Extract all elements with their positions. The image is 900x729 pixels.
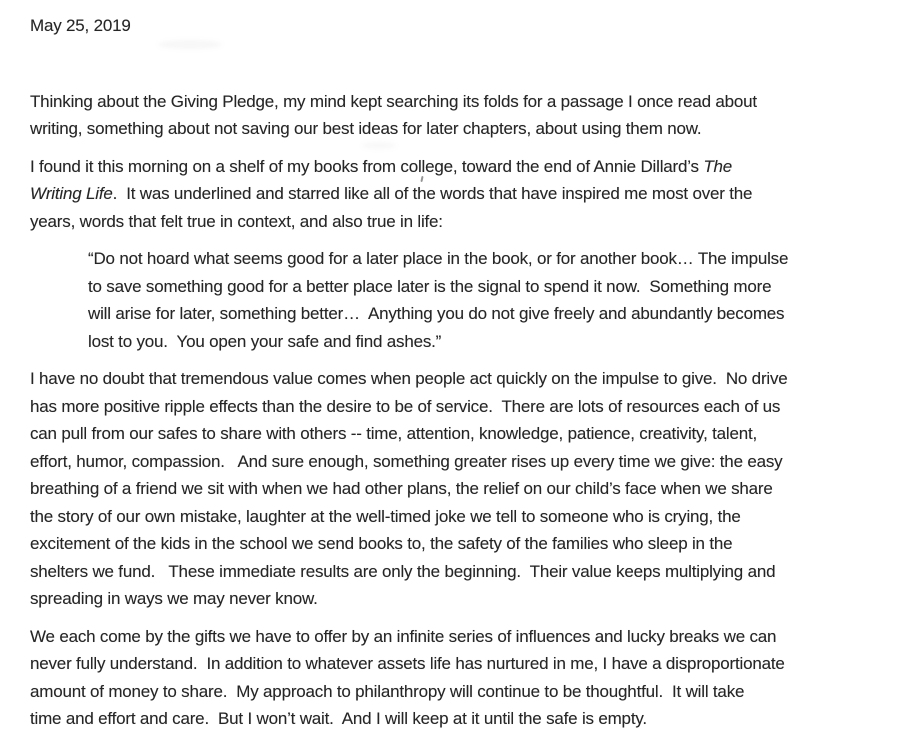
text-line: We each come by the gifts we have to offer by an infinite series of influences and lucky breaks we can (30, 626, 777, 646)
scan-artifact (158, 40, 222, 49)
text-line: “Do not hoard what seems good for a later place in the book, or for another book… The impulse (88, 249, 789, 268)
letter-date: May 25, 2019 (30, 16, 131, 35)
text-line: breathing of a friend we sit with when we had other plans, the relief on our child’s face when we share (30, 479, 773, 498)
text-line: the story of our own mistake, laughter at the well-timed joke we tell to someone who is crying, the (30, 506, 741, 526)
quote-block (88, 245, 854, 355)
letter-body (30, 88, 870, 729)
text-line: writing, something about not saving our best ideas for later chapters, about using them now. (30, 119, 702, 138)
text-line: excitement of the kids in the school we send books to, the safety of the families who sleep in the (30, 534, 733, 553)
paragraph-4 (30, 365, 870, 613)
text-line: has more positive ripple effects than the desire to be of service. There are lots of resources each of us (30, 396, 781, 416)
text-line: spreading in ways we may never know. (30, 589, 318, 608)
text-line: lost to you. You open your safe and find ashes.” (88, 331, 442, 351)
text-line: never fully understand. In addition to whatever assets life has nurtured in me, I have a disproportionate (30, 654, 785, 673)
text-line: Writing Life. It was underlined and starred like all of the words that have inspired me most over the (30, 184, 753, 203)
text-line: time and effort and care. But I won’t wait. And I will keep at it until the safe is empty. (30, 709, 647, 728)
text-line: effort, humor, compassion. And sure enough, something greater rises up every time we give: the easy (30, 451, 783, 471)
text-line: to save something good for a better place later is the signal to spend it now. Something more (88, 276, 772, 296)
paragraph-5 (30, 623, 870, 729)
text-line: amount of money to share. My approach to philanthropy will continue to be thoughtful. It will take (30, 681, 745, 701)
paragraph-2 (30, 153, 870, 236)
text-line: shelters we fund. These immediate results are only the beginning. Their value keeps multiplying and (30, 561, 776, 581)
text-line: will arise for later, something better… Anything you do not give freely and abundantly becomes (88, 304, 785, 323)
paragraph-1 (30, 88, 870, 143)
text-line: I have no doubt that tremendous value comes when people act quickly on the impulse to give. No drive (30, 369, 788, 388)
text-line: years, words that felt true in context, and also true in life: (30, 211, 443, 231)
text-line: I found it this morning on a shelf of my books from college, toward the end of Annie Dillard’s The (30, 156, 733, 176)
text-line: Thinking about the Giving Pledge, my mind kept searching its folds for a passage I once read about (30, 91, 757, 111)
text-line: can pull from our safes to share with others -- time, attention, knowledge, patience, creativity, talent, (30, 424, 758, 443)
